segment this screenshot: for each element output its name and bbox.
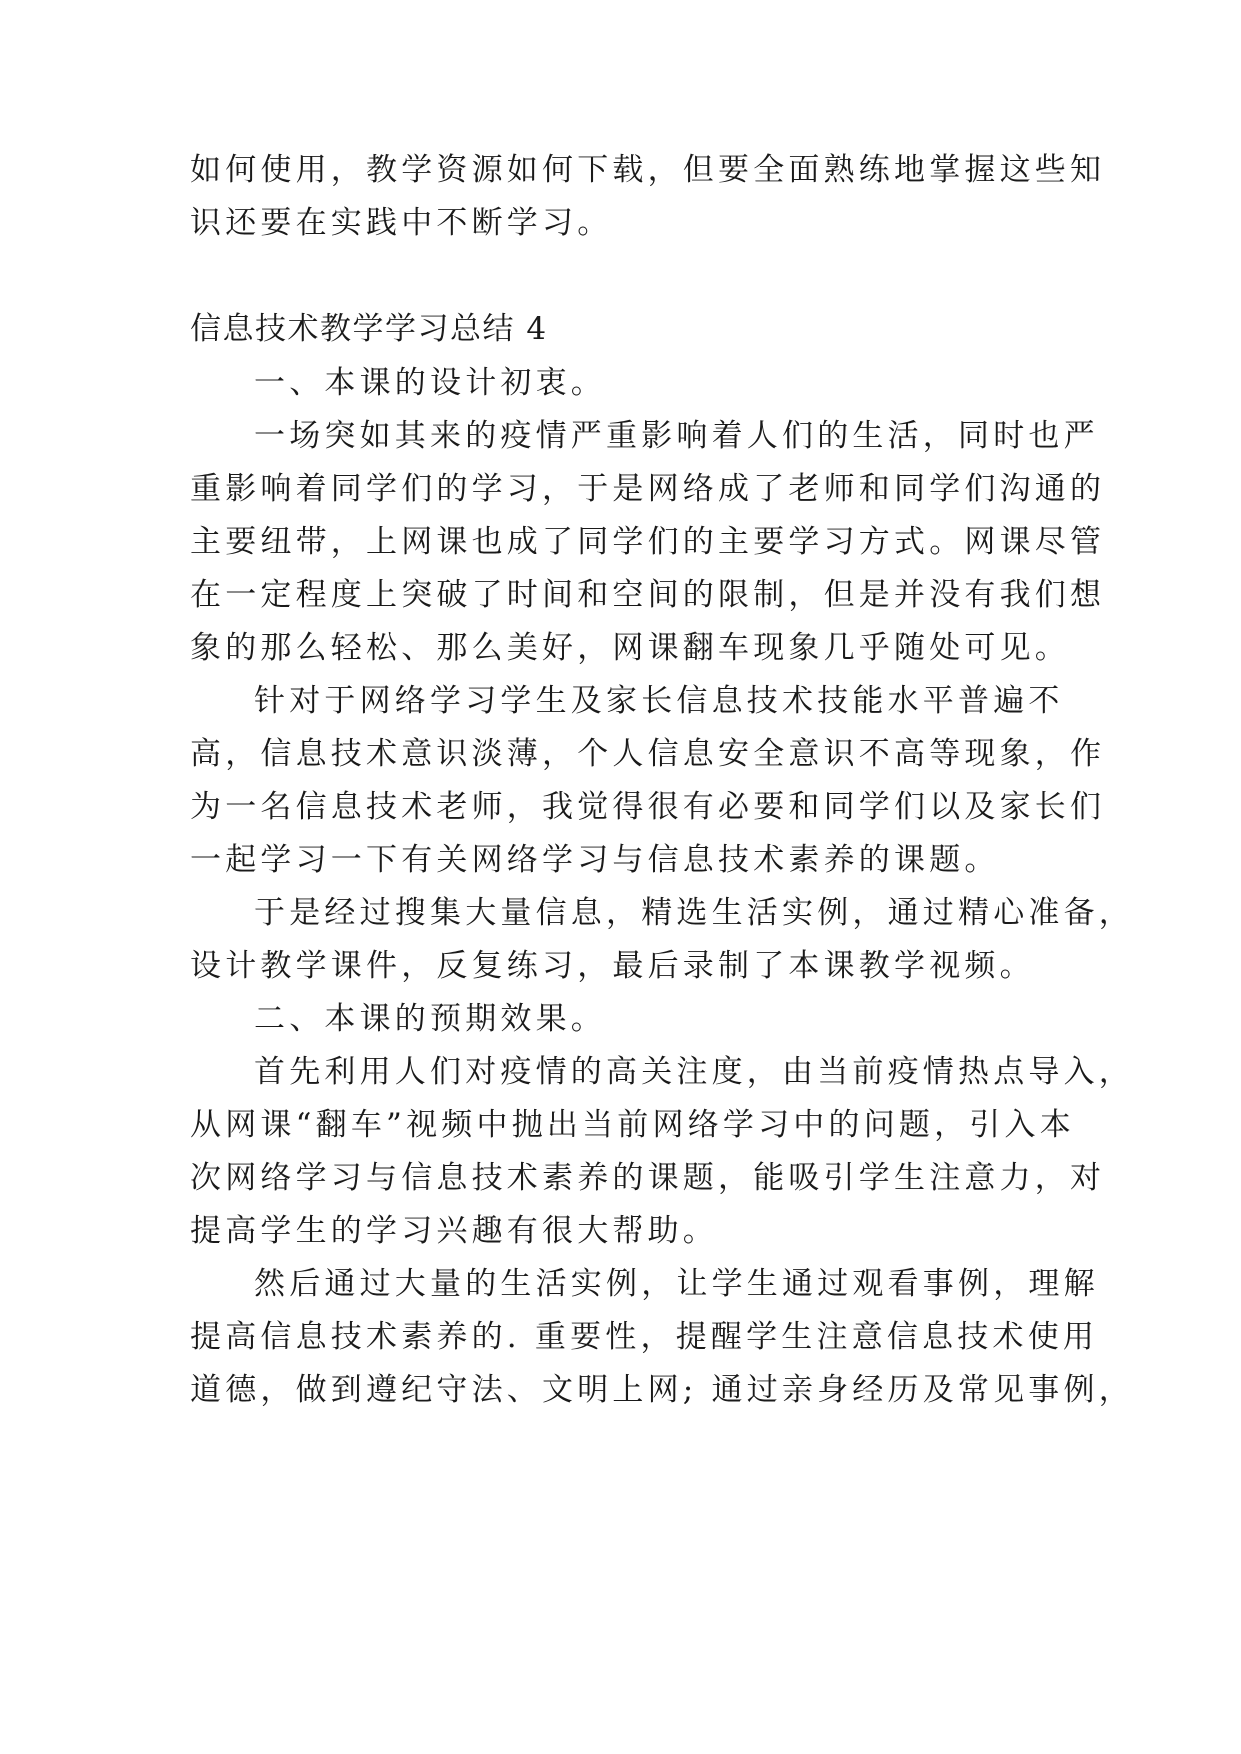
paragraph-3-line-1: 于是经过搜集大量信息，精选生活实例，通过精心准备， xyxy=(254,895,1134,931)
paragraph-2-line-1: 针对于网络学习学生及家长信息技术技能水平普遍不 xyxy=(254,683,1064,719)
paragraph-5-line-1: 然后通过大量的生活实例，让学生通过观看事例，理解 xyxy=(254,1266,1099,1302)
paragraph-1-line-1: 一场突如其来的疫情严重影响着人们的生活，同时也严 xyxy=(254,418,1099,454)
paragraph-1-line-5: 象的那么轻松、那么美好，网课翻车现象几乎随处可见。 xyxy=(190,630,1070,666)
paragraph-2-line-3: 为一名信息技术老师，我觉得很有必要和同学们以及家长们 xyxy=(190,789,1106,825)
paragraph-4-line-3: 次网络学习与信息技术素养的课题，能吸引学生注意力，对 xyxy=(190,1160,1106,1196)
continuation-line-2: 识还要在实践中不断学习。 xyxy=(190,205,613,241)
paragraph-4-line-1: 首先利用人们对疫情的高关注度，由当前疫情热点导入， xyxy=(254,1054,1134,1090)
paragraph-1-line-3: 主要纽带，上网课也成了同学们的主要学习方式。网课尽管 xyxy=(190,524,1106,560)
paragraph-2-line-2: 高，信息技术意识淡薄，个人信息安全意识不高等现象，作 xyxy=(190,736,1106,772)
subheading-1: 一、本课的设计初衷。 xyxy=(254,365,606,401)
section-title: 信息技术教学学习总结 4 xyxy=(190,311,548,347)
paragraph-1-line-4: 在一定程度上突破了时间和空间的限制，但是并没有我们想 xyxy=(190,577,1106,613)
paragraph-5-line-3: 道德，做到遵纪守法、文明上网; 通过亲身经历及常见事例， xyxy=(190,1372,1134,1408)
paragraph-5-line-2: 提高信息技术素养的. 重要性，提醒学生注意信息技术使用 xyxy=(190,1319,1099,1355)
continuation-line-1: 如何使用，教学资源如何下载，但要全面熟练地掌握这些知 xyxy=(190,152,1106,188)
paragraph-4-line-4: 提高学生的学习兴趣有很大帮助。 xyxy=(190,1213,718,1249)
paragraph-2-line-4: 一起学习一下有关网络学习与信息技术素养的课题。 xyxy=(190,842,1000,878)
paragraph-1-line-2: 重影响着同学们的学习，于是网络成了老师和同学们沟通的 xyxy=(190,471,1106,507)
paragraph-3-line-2: 设计教学课件，反复练习，最后录制了本课教学视频。 xyxy=(190,948,1035,984)
paragraph-4-line-2: 从网课“翻车”视频中抛出当前网络学习中的问题，引入本 xyxy=(190,1107,1075,1143)
subheading-2: 二、本课的预期效果。 xyxy=(254,1001,606,1037)
